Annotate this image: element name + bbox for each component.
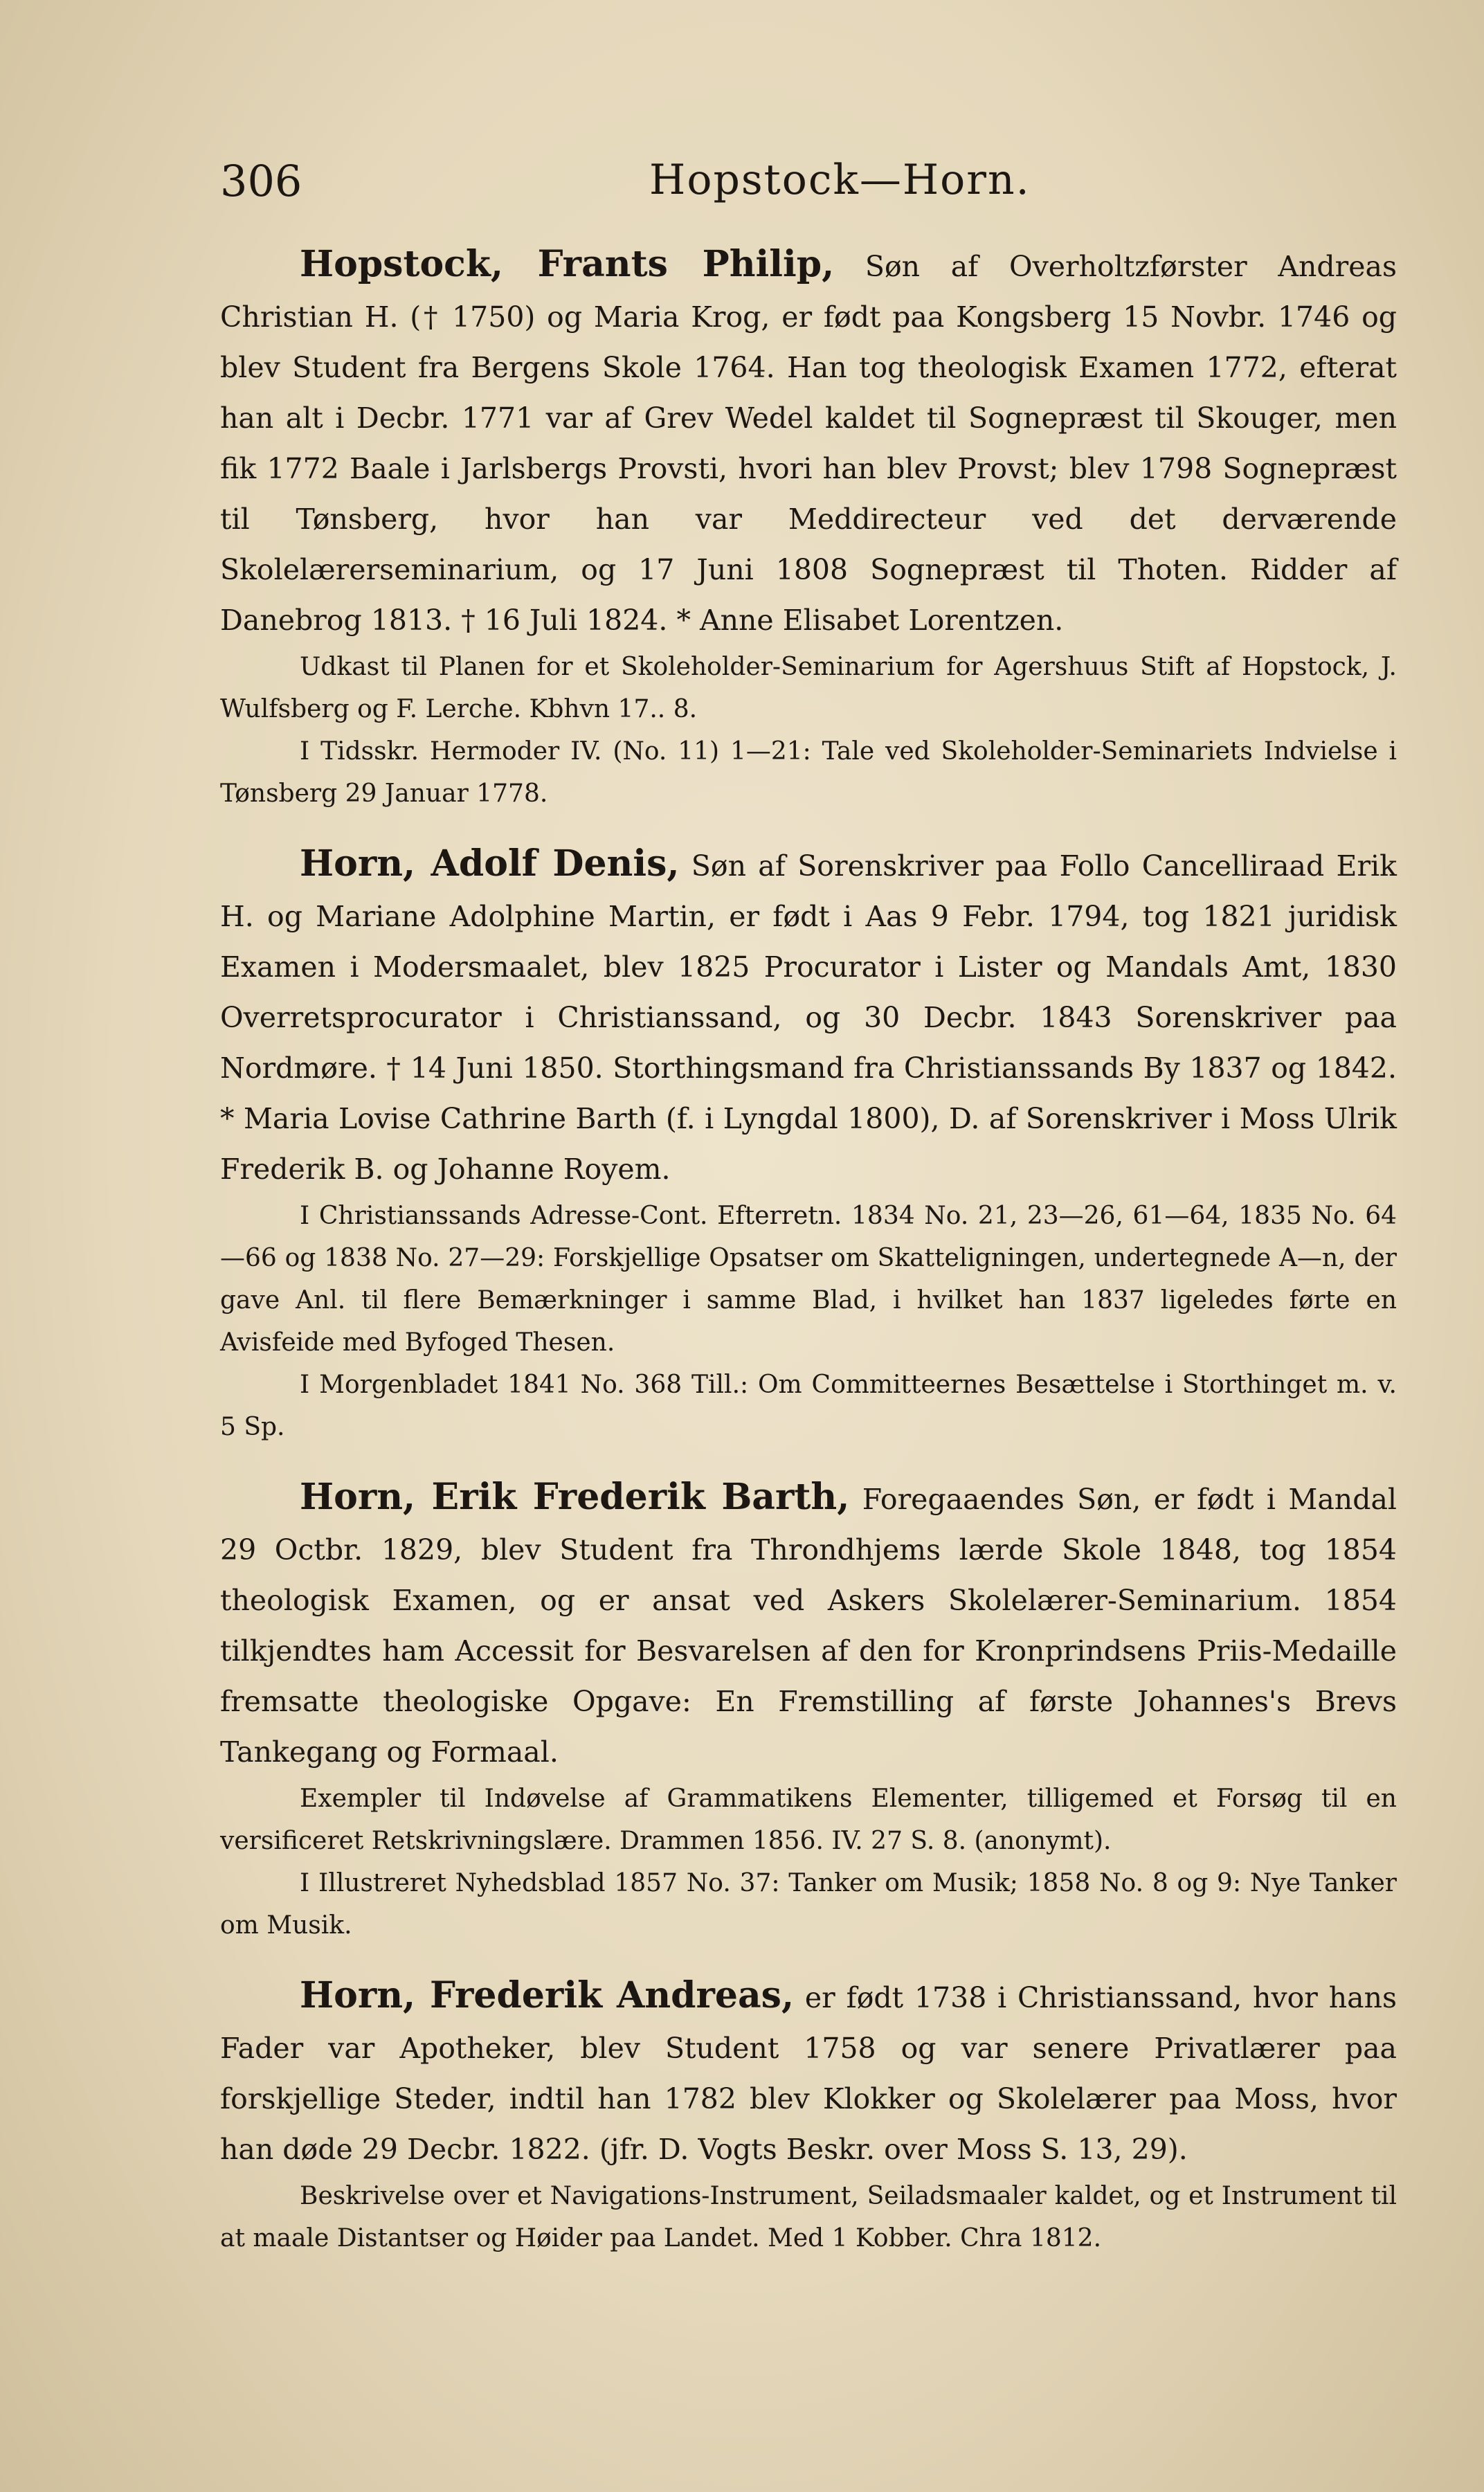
- bibliography-item: I Illustreret Nyhedsblad 1857 No. 37: Tanker om Musik; 1858 No. 8 og 9: Nye Tanker om Musik.: [220, 1869, 1397, 1940]
- bibliography-item: I Tidsskr. Hermoder IV. (No. 11) 1—21: Tale ved Skoleholder-Seminariets Indvielse i Tønsberg 29 Januar 1778.: [220, 737, 1397, 808]
- entry-heading: Horn, Erik Frederik Barth,: [300, 1476, 850, 1518]
- bibliography-item: Beskrivelse over et Navigations-Instrument, Seiladsmaaler kaldet, og et Instrument til at maale Distantser og Høider paa Landet. Med 1 Kobber. Chra 1812.: [220, 2182, 1397, 2252]
- entry-heading: Horn, Adolf Denis,: [300, 842, 680, 885]
- entry-heading: Horn, Frederik Andreas,: [300, 1974, 795, 2016]
- entry-horn-erik-frederik-barth: [220, 1472, 1397, 1947]
- entry-text: Søn af Overholtzførster Andreas Christian H. († 1750) og Maria Krog, er født paa Kongsberg 15 Novbr. 1746 og blev Student fra Bergens Skole 1764. Han tog theologisk Examen 1772, efterat han alt i Decbr. 1771 var af Grev Wedel kaldet til Sognepræst til Skouger, men fik 1772 Baale i Jarlsbergs Provsti, hvori han blev Provst; blev 1798 Sognepræst til Tønsberg, hvor han var Meddirecteur ved det derværende Skolelærerseminarium, og 17 Juni 1808 Sognepræst til Thoten. Ridder af Danebrog 1813. † 16 Juli 1824. * Anne Elisabet Lorentzen.: [220, 250, 1397, 637]
- bibliography-item: I Morgenbladet 1841 No. 368 Till.: Om Committeernes Besættelse i Storthinget m. v. 5 Sp.: [220, 1371, 1397, 1441]
- entry-body: [220, 1970, 1397, 2175]
- entry-text: Søn af Sorenskriver paa Follo Cancelliraad Erik H. og Mariane Adolphine Martin, er født i Aas 9 Febr. 1794, tog 1821 juridisk Examen i Modersmaalet, blev 1825 Procurator i Lister og Mandals Amt, 1830 Overretsprocurator i Christianssand, og 30 Decbr. 1843 Sorenskriver paa Nordmøre. † 14 Juni 1850. Storthingsmand fra Christianssands By 1837 og 1842. * Maria Lovise Cathrine Barth (f. i Lyngdal 1800), D. af Sorenskriver i Moss Ulrik Frederik B. og Johanne Royem.: [220, 849, 1397, 1186]
- bibliography-item: I Christianssands Adresse-Cont. Efterretn. 1834 No. 21, 23—26, 61—64, 1835 No. 64—66 og 1838 No. 27—29: Forskjellige Opsatser om Skatteligningen, undertegnede A—n, der gave Anl. til flere Bemærkninger i samme Blad, i hvilket han 1837 ligeledes førte en Avisfeide med Byfoged Thesen.: [220, 1202, 1397, 1357]
- entry-text: Foregaaendes Søn, er født i Mandal 29 Octbr. 1829, blev Student fra Throndhjems lærde Skole 1848, tog 1854 theologisk Examen, og er ansat ved Askers Skolelærer-Seminarium. 1854 tilkjendtes ham Accessit for Besvarelsen af den for Kronprindsens Priis-Medaille fremsatte theologiske Opgave: En Fremstilling af første Johannes's Brevs Tankegang og Formaal.: [220, 1483, 1397, 1769]
- page-header: [220, 149, 1397, 211]
- entry-body: [220, 838, 1397, 1195]
- running-head: Hopstock—Horn.: [649, 156, 1031, 204]
- entry-body: [220, 239, 1397, 646]
- entry-body: [220, 1472, 1397, 1778]
- entry-heading: Hopstock, Frants Philip,: [300, 243, 835, 285]
- entry-text: er født 1738 i Christianssand, hvor hans Fader var Apotheker, blev Student 1758 og var senere Privatlærer paa forskjellige Steder, indtil han 1782 blev Klokker og Skolelærer paa Moss, hvor han døde 29 Decbr. 1822. (jfr. D. Vogts Beskr. over Moss S. 13, 29).: [220, 1981, 1397, 2166]
- entry-horn-adolf-denis: [220, 838, 1397, 1448]
- entry-horn-frederik-andreas: [220, 1970, 1397, 2259]
- page-content: [220, 239, 1397, 2283]
- bibliography-item: Exempler til Indøvelse af Grammatikens Elementer, tilligemed et Forsøg til en versificeret Retskrivningslære. Drammen 1856. IV. 27 S. 8. (anonymt).: [220, 1785, 1397, 1855]
- page-number: 306: [220, 156, 302, 206]
- entry-hopstock-frants-philip: [220, 239, 1397, 815]
- bibliography-item: Udkast til Planen for et Skoleholder-Seminarium for Agershuus Stift af Hopstock, J. Wulfsberg og F. Lerche. Kbhvn 17.. 8.: [220, 653, 1397, 723]
